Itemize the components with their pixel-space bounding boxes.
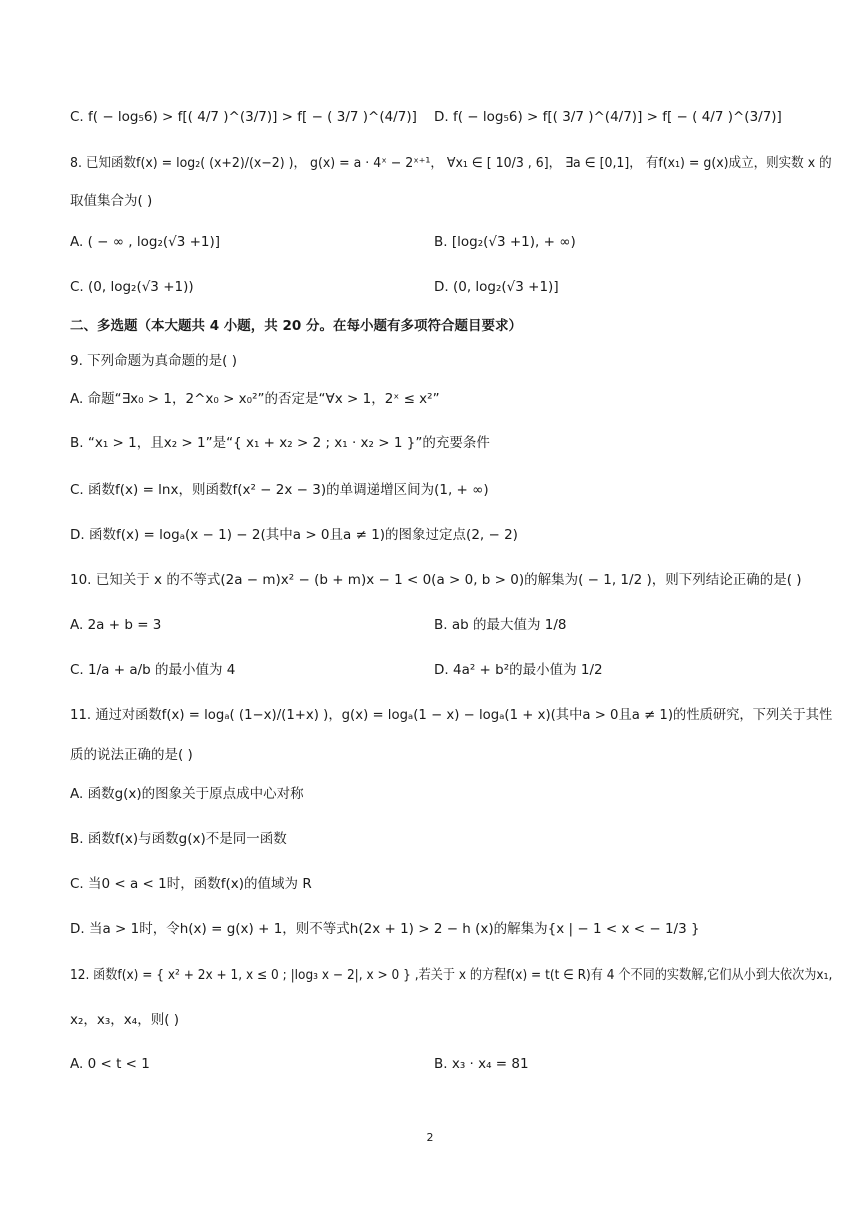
q12-stem-cont: x₂，x₃，x₄，则( ) bbox=[70, 1012, 180, 1028]
q11-option-c: C. 当0 < a < 1时，函数f(x)的值域为 R bbox=[70, 876, 312, 892]
q9-stem: 9. 下列命题为真命题的是( ) bbox=[70, 353, 237, 369]
q11-option-d: D. 当a > 1时，令h(x) = g(x) + 1，则不等式h(2x + 1) > 2 − h (x)的解集为{x | − 1 < x < − 1/3 } bbox=[70, 921, 700, 937]
q9-option-b: B. “x₁ > 1，且x₂ > 1”是“{ x₁ + x₂ > 2 ; x₁ · x₂ > 1 }”的充要条件 bbox=[70, 435, 490, 451]
q11-option-b: B. 函数f(x)与函数g(x)不是同一函数 bbox=[70, 831, 287, 847]
q10-option-b: B. ab 的最大值为 1/8 bbox=[434, 617, 567, 633]
section-heading: 二、多选题（本大题共 4 小题，共 20 分。在每小题有多项符合题目要求） bbox=[70, 318, 522, 334]
q9-option-a: A. 命题“∃x₀ > 1，2^x₀ > x₀²”的否定是“∀x > 1，2ˣ ≤ x²” bbox=[70, 391, 440, 407]
q8-stem: 8. 已知函数f(x) = log₂( (x+2)/(x−2) )， g(x) = a · 4ˣ − 2ˣ⁺¹， ∀x₁ ∈ [ 10/3 , 6]， ∃a ∈ [0,1]， 有f(x₁) = g(x)成立，则实数 x 的 bbox=[70, 155, 832, 171]
q10-option-c: C. 1/a + a/b 的最小值为 4 bbox=[70, 662, 236, 678]
q10-option-d: D. 4a² + b²的最小值为 1/2 bbox=[434, 662, 603, 678]
q9-option-d: D. 函数f(x) = logₐ(x − 1) − 2(其中a > 0且a ≠ 1)的图象过定点(2, − 2) bbox=[70, 527, 518, 543]
q12-option-b: B. x₃ · x₄ = 81 bbox=[434, 1056, 529, 1072]
q7-option-d: D. f( − log₅6) > f[( 3/7 )^(4/7)] > f[ − ( 4/7 )^(3/7)] bbox=[434, 109, 782, 125]
q8-option-b: B. [log₂(√3 +1), + ∞) bbox=[434, 234, 576, 250]
q9-option-c: C. 函数f(x) = lnx，则函数f(x² − 2x − 3)的单调递增区间为(1, + ∞) bbox=[70, 482, 489, 498]
q8-option-c: C. (0, log₂(√3 +1)) bbox=[70, 279, 194, 295]
q7-option-c: C. f( − log₅6) > f[( 4/7 )^(3/7)] > f[ − ( 3/7 )^(4/7)] bbox=[70, 109, 417, 125]
q8-option-a: A. ( − ∞ , log₂(√3 +1)] bbox=[70, 234, 221, 250]
q10-option-a: A. 2a + b = 3 bbox=[70, 617, 162, 633]
q8-stem-cont: 取值集合为( ) bbox=[70, 193, 153, 209]
q10-stem: 10. 已知关于 x 的不等式(2a − m)x² − (b + m)x − 1 < 0(a > 0, b > 0)的解集为( − 1, 1/2 )，则下列结论正确的是( ) bbox=[70, 572, 802, 588]
q12-stem: 12. 函数f(x) = { x² + 2x + 1, x ≤ 0 ; |log₃ x − 2|, x > 0 } ,若关于 x 的方程f(x) = t(t ∈ R)有 4 个不同的实数解,它们从小到大依次为x₁, bbox=[70, 967, 833, 983]
q12-option-a: A. 0 < t < 1 bbox=[70, 1056, 150, 1072]
q8-option-d: D. (0, log₂(√3 +1)] bbox=[434, 279, 559, 295]
q11-stem: 11. 通过对函数f(x) = logₐ( (1−x)/(1+x) )，g(x) = logₐ(1 − x) − logₐ(1 + x)(其中a > 0且a ≠ 1)的性质研究，下列关于其性 bbox=[70, 707, 833, 723]
q11-stem-cont: 质的说法正确的是( ) bbox=[70, 747, 193, 763]
q11-option-a: A. 函数g(x)的图象关于原点成中心对称 bbox=[70, 786, 304, 802]
page-number: 2 bbox=[426, 1131, 434, 1144]
